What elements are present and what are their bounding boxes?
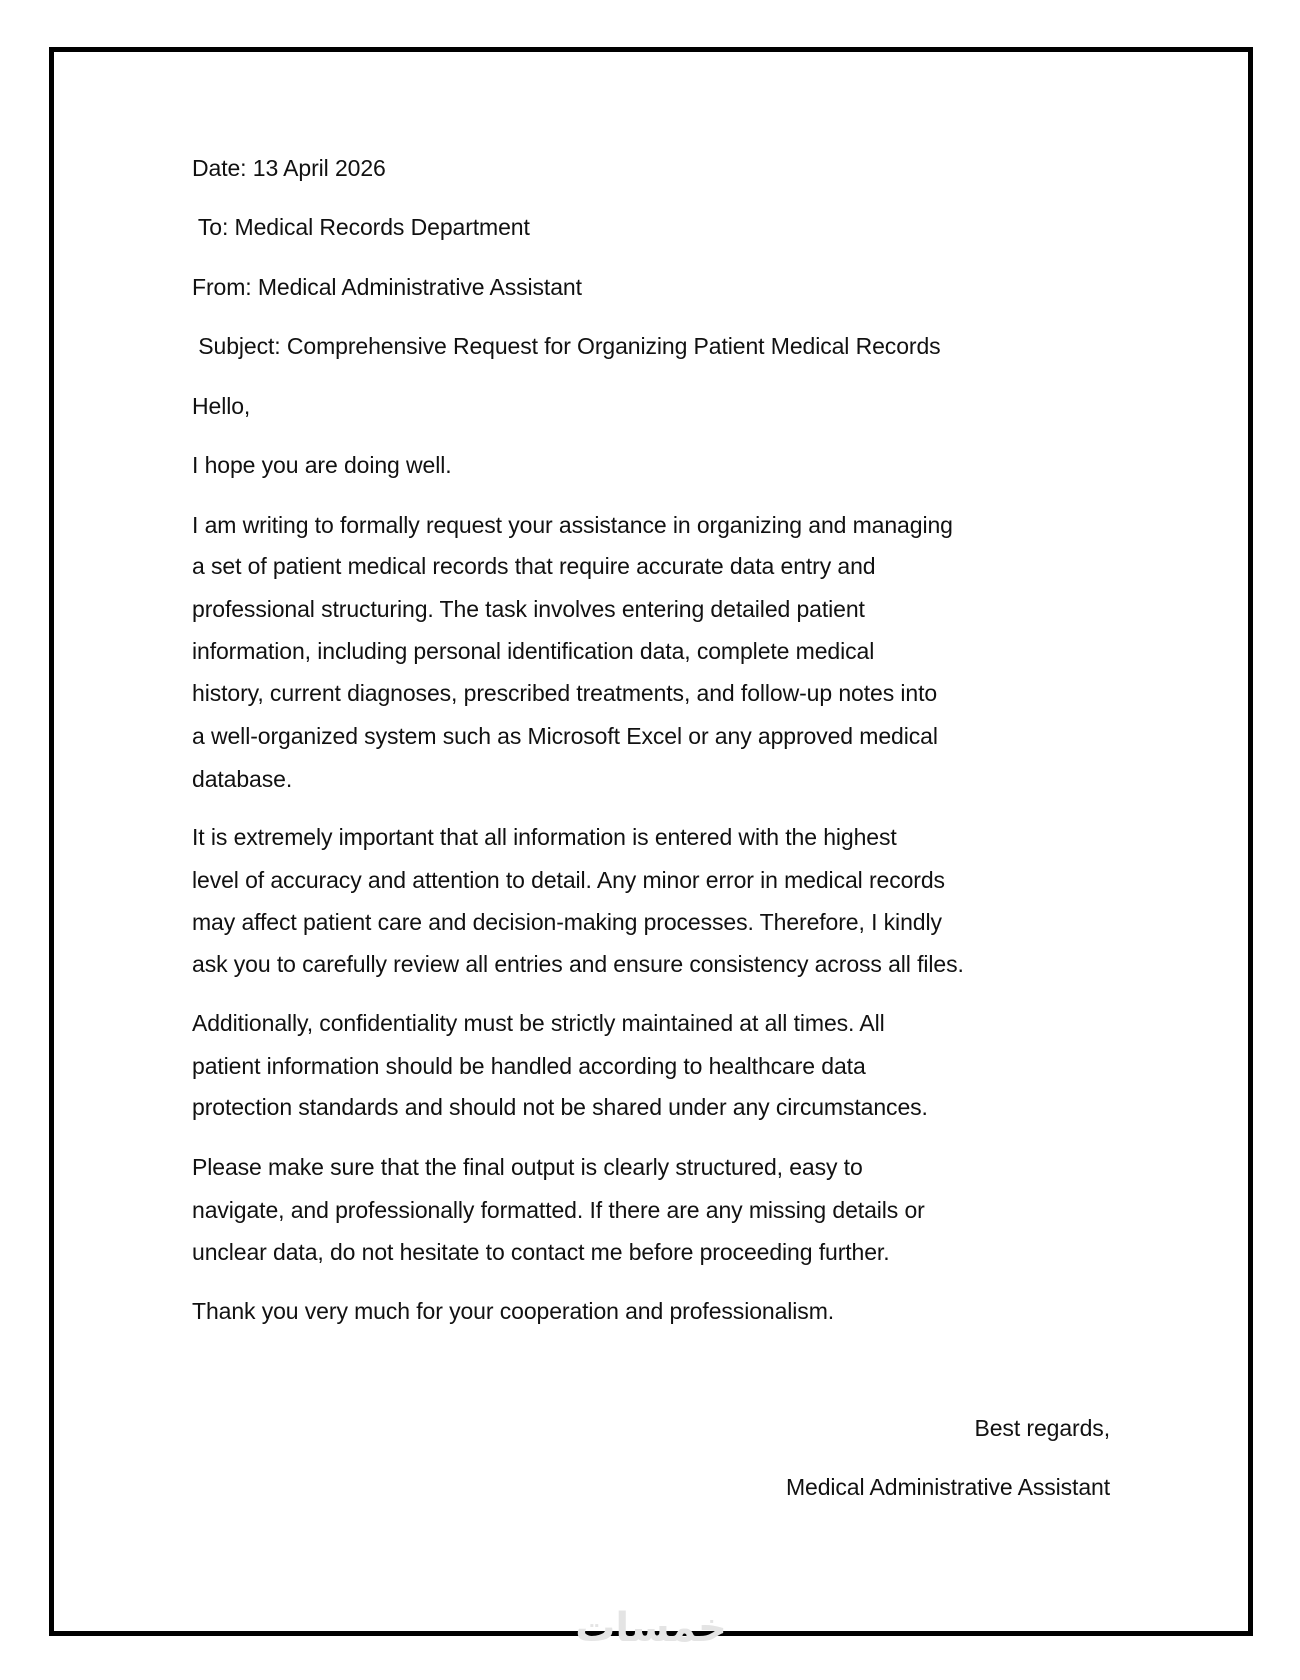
paragraph-line: protection standards and should not be shared under any circumstances. <box>192 1094 928 1120</box>
paragraph-line: level of accuracy and attention to detail. Any minor error in medical records <box>192 867 945 893</box>
paragraph-line: a set of patient medical records that require accurate data entry and <box>192 553 876 579</box>
paragraph-line: unclear data, do not hesitate to contact me before proceeding further. <box>192 1239 890 1265</box>
letter-signoff: Best regards, <box>974 1415 1110 1441</box>
paragraph-line: may affect patient care and decision-making processes. Therefore, I kindly <box>192 909 942 935</box>
paragraph-line: database. <box>192 766 293 792</box>
paragraph-line: ask you to carefully review all entries and ensure consistency across all files. <box>192 951 964 977</box>
letter-sender: From: Medical Administrative Assistant <box>192 274 582 300</box>
paragraph-line: professional structuring. The task involves entering detailed patient <box>192 596 865 622</box>
paragraph-line: navigate, and professionally formatted. If there are any missing details or <box>192 1197 925 1223</box>
letter-opening: I hope you are doing well. <box>192 452 452 478</box>
paragraph-line: Please make sure that the final output is clearly structured, easy to <box>192 1154 863 1180</box>
letter-date: Date: 13 April 2026 <box>192 155 386 181</box>
letter-recipient: To: Medical Records Department <box>192 214 530 240</box>
paragraph-line: history, current diagnoses, prescribed treatments, and follow-up notes into <box>192 680 938 706</box>
letter-signature: Medical Administrative Assistant <box>785 1474 1110 1500</box>
paragraph-line: information, including personal identification data, complete medical <box>192 638 875 664</box>
paragraph-line: I am writing to formally request your assistance in organizing and managing <box>192 512 953 538</box>
paragraph-line: patient information should be handled according to healthcare data <box>192 1053 866 1079</box>
paragraph-line: a well-organized system such as Microsoft Excel or any approved medical <box>192 723 938 749</box>
letter-subject: Subject: Comprehensive Request for Organizing Patient Medical Records <box>192 333 941 359</box>
letter-greeting: Hello, <box>192 393 251 419</box>
paragraph-line: Additionally, confidentiality must be strictly maintained at all times. All <box>192 1010 885 1036</box>
khamsat-watermark-logo: خمسات <box>575 1605 727 1651</box>
paragraph-line: It is extremely important that all information is entered with the highest <box>192 824 897 850</box>
letter-thanks: Thank you very much for your cooperation and professionalism. <box>192 1298 835 1324</box>
